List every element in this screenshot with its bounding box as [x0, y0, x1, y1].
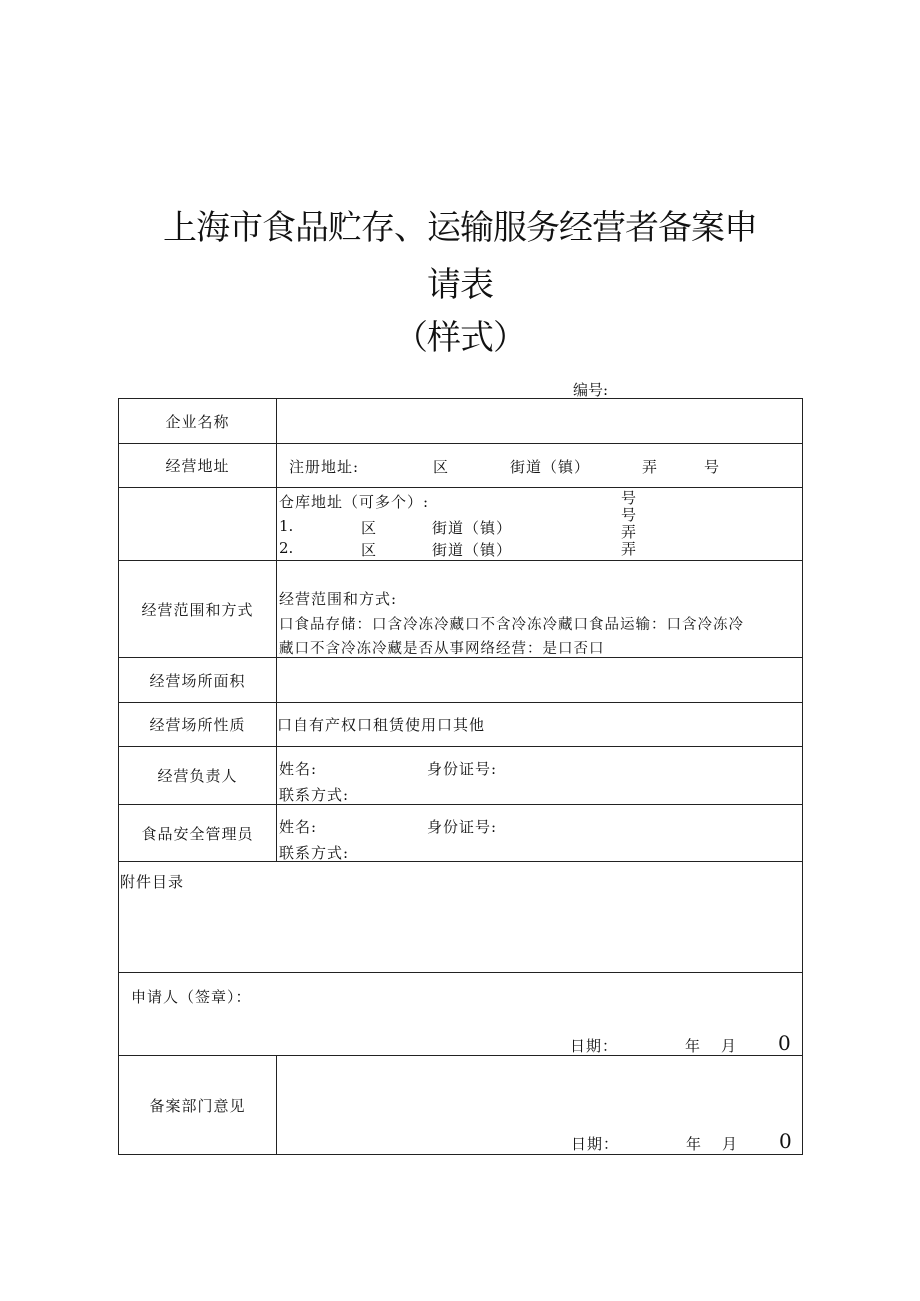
warehouse-side-hao1: 号 [621, 489, 637, 507]
business-manager-field[interactable] [277, 747, 803, 805]
manager-name-label: 姓名: [279, 760, 318, 778]
warehouse-item2-district: 区 [361, 541, 377, 559]
premises-area-field[interactable] [277, 658, 803, 703]
department-day-value: 0 [779, 1129, 792, 1153]
row-food-safety-manager [119, 805, 803, 862]
form-title-style-note: （样式） [394, 318, 526, 358]
warehouse-item2-index: 2. [279, 539, 294, 557]
company-name-field[interactable] [277, 399, 803, 444]
row-department-opinion [119, 1056, 803, 1155]
attachments-label: 附件目录 [120, 873, 185, 891]
warehouse-side-nong2: 弄 [621, 540, 637, 558]
department-month-label: 月 [722, 1135, 738, 1153]
premises-area-label: 经营场所面积 [119, 658, 277, 703]
scope-line2: 口食品存储：口含冷冻冷藏口不含冷冻冷藏口食品运输：口含冷冻冷 [279, 617, 744, 633]
scope-line1: 经营范围和方式: [279, 590, 398, 608]
warehouse-side-nong1: 弄 [621, 523, 637, 541]
row-attachments [119, 862, 803, 973]
applicant-label: 申请人（签章）： [131, 988, 252, 1006]
department-date-label: 日期： [571, 1135, 620, 1153]
safety-manager-name-label: 姓名: [279, 818, 318, 836]
applicant-year-label: 年 [685, 1037, 701, 1055]
department-opinion-field[interactable] [277, 1056, 803, 1155]
attachments-field[interactable] [119, 862, 803, 973]
applicant-day-value: 0 [778, 1031, 791, 1055]
applicant-month-label: 月 [721, 1037, 737, 1055]
applicant-signature-field[interactable] [119, 973, 803, 1056]
business-scope-field[interactable] [277, 561, 803, 658]
business-scope-label: 经营范围和方式 [119, 561, 277, 658]
warehouse-item1-street: 街道（镇） [432, 519, 513, 537]
company-name-label: 企业名称 [119, 399, 277, 444]
warehouse-header: 仓库地址（可多个）: [279, 493, 430, 511]
row-business-scope [119, 561, 803, 658]
premises-nature-label: 经营场所性质 [119, 703, 277, 747]
form-title-line2: 请表 [427, 265, 493, 305]
registered-district-label: 区 [433, 458, 449, 476]
premises-nature-options[interactable]: 口自有产权口租赁使用口其他 [277, 703, 803, 747]
row-applicant [119, 973, 803, 1056]
safety-manager-id-label: 身份证号: [427, 818, 498, 836]
safety-manager-contact-label: 联系方式: [279, 844, 350, 862]
food-safety-manager-field[interactable] [277, 805, 803, 862]
row-business-manager [119, 747, 803, 805]
row-warehouse-address [119, 488, 803, 561]
row-premises-area [119, 658, 803, 703]
business-address-field[interactable] [277, 444, 803, 488]
warehouse-label-empty [119, 488, 277, 561]
warehouse-address-field[interactable] [277, 488, 803, 561]
document-number-label: 编号: [573, 381, 609, 399]
department-opinion-label: 备案部门意见 [119, 1056, 277, 1155]
registered-number-label: 号 [704, 458, 720, 476]
registered-street-label: 街道（镇） [510, 458, 591, 476]
warehouse-item2-street: 街道（镇） [432, 541, 513, 559]
business-address-label: 经营地址 [119, 444, 277, 488]
warehouse-side-hao2: 号 [621, 506, 637, 524]
applicant-date-label: 日期： [570, 1037, 619, 1055]
registered-address-label: 注册地址: [289, 458, 360, 476]
manager-id-label: 身份证号: [427, 760, 498, 778]
registered-lane-label: 弄 [642, 458, 658, 476]
warehouse-item1-district: 区 [361, 519, 377, 537]
row-business-address [119, 444, 803, 488]
application-form-table [118, 398, 803, 1155]
business-manager-label: 经营负责人 [119, 747, 277, 805]
row-premises-nature [119, 703, 803, 747]
department-year-label: 年 [686, 1135, 702, 1153]
food-safety-manager-label: 食品安全管理员 [119, 805, 277, 862]
form-title-line1: 上海市食品贮存、运输服务经营者备案申 [163, 208, 757, 248]
manager-contact-label: 联系方式: [279, 786, 350, 804]
row-company-name [119, 399, 803, 444]
scope-line3: 藏口不含冷冻冷藏是否从事网络经营：是口否口 [279, 641, 605, 657]
warehouse-item1-index: 1. [279, 517, 294, 535]
